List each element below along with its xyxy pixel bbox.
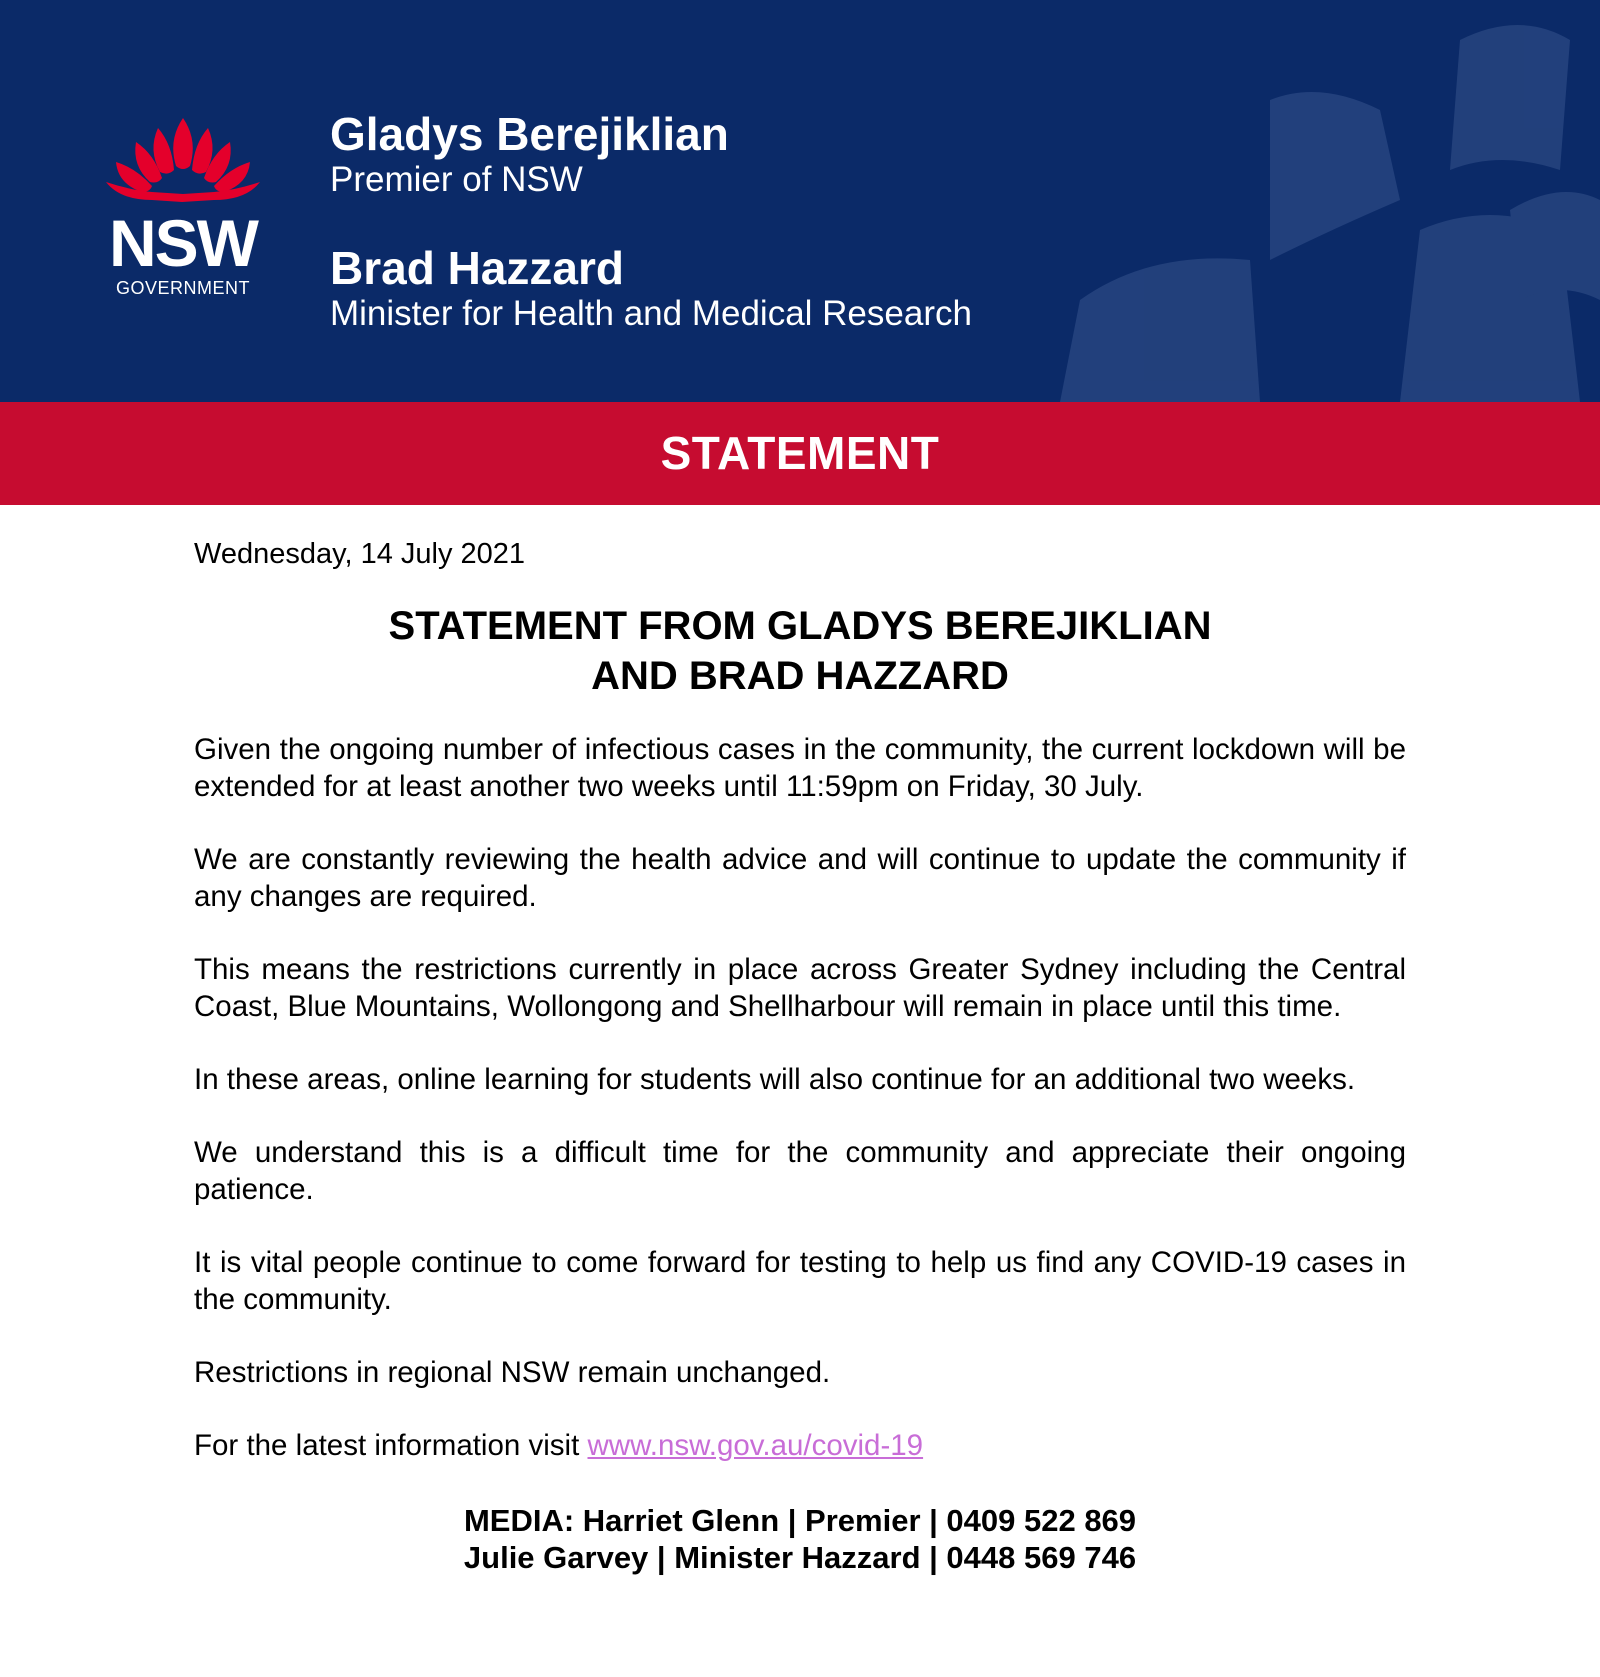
statement-title	[194, 601, 1406, 701]
minister-block-health	[330, 242, 972, 334]
statement-date: Wednesday, 14 July 2021	[194, 538, 526, 570]
logo-government-text: GOVERNMENT	[115, 278, 250, 298]
paragraph: It is vital people continue to come forward for testing to help us find any COVID-19 cases in the community.	[194, 1246, 1406, 1316]
minister-name: Gladys Berejiklian	[330, 108, 729, 160]
statement-body	[194, 535, 1406, 1576]
minister-name: Brad Hazzard	[330, 242, 624, 294]
info-paragraph	[194, 1427, 1406, 1464]
nsw-government-logo	[96, 110, 270, 300]
statement-banner: STATEMENT	[0, 402, 1600, 505]
media-contact-line: Julie Garvey | Minister Hazzard | 0448 569 746	[463, 1540, 1137, 1575]
header-banner	[0, 0, 1600, 402]
paragraph: This means the restrictions currently in place across Greater Sydney including the Central Coast, Blue Mountains, Wollongong and Shellharbour will remain in place until this time.	[194, 953, 1406, 1023]
media-contacts	[194, 1502, 1406, 1576]
covid-info-link[interactable]: www.nsw.gov.au/covid-19	[587, 1429, 924, 1462]
info-prefix: For the latest information visit	[194, 1429, 588, 1462]
paragraph: We understand this is a difficult time for the community and appreciate their ongoing patience.	[194, 1136, 1406, 1206]
paragraph: Restrictions in regional NSW remain unchanged.	[194, 1356, 831, 1389]
logo-nsw-text: NSW	[109, 206, 257, 280]
minister-block-premier	[330, 108, 729, 200]
statement-title-line: AND BRAD HAZZARD	[591, 654, 1009, 698]
minister-role: Minister for Health and Medical Research	[330, 294, 972, 333]
statement-title-line: STATEMENT FROM GLADYS BEREJIKLIAN	[388, 604, 1212, 648]
paragraph: We are constantly reviewing the health advice and will continue to update the community if any changes are required.	[194, 843, 1406, 913]
waratah-icon	[96, 110, 270, 210]
paragraph: Given the ongoing number of infectious cases in the community, the current lockdown will be extended for at least another two weeks until 11:59pm on Friday, 30 July.	[194, 733, 1406, 803]
media-contact-line: MEDIA: Harriet Glenn | Premier | 0409 522 869	[463, 1503, 1137, 1538]
minister-role: Premier of NSW	[330, 160, 583, 199]
paragraph: In these areas, online learning for students will also continue for an additional two weeks.	[194, 1063, 1356, 1096]
